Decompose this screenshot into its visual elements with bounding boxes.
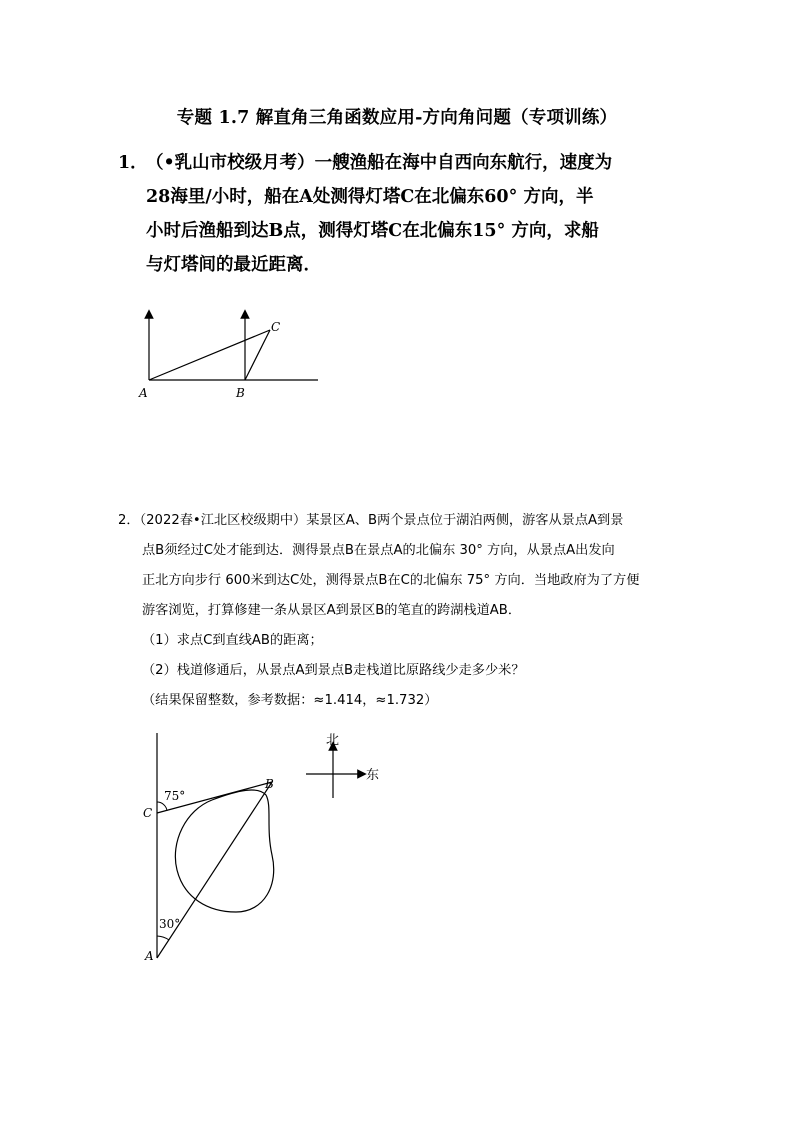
q1-line-4: 与灯塔间的最近距离． bbox=[146, 255, 321, 275]
q2-line-2: 点B须经过C处才能到达．测得景点B在景点A的北偏东 30° 方向，从景点A出发向 bbox=[142, 543, 615, 558]
label-b: B bbox=[236, 386, 245, 400]
q1-line-1: 1．（•乳山市校级月考）一艘渔船在海中自西向东航行，速度为 bbox=[118, 146, 678, 180]
lake-outline bbox=[175, 790, 273, 912]
angle-arc-c bbox=[157, 802, 167, 811]
q2-sub-2: （2）栈道修通后，从景点A到景点B走栈道比原路线少走多少米？ bbox=[142, 663, 525, 678]
compass-north-label: 北 bbox=[326, 733, 340, 748]
label-a: A bbox=[139, 386, 148, 400]
q2-note: （结果保留整数，参考数据：≈1.414，≈1.732） bbox=[142, 693, 438, 708]
compass-east-label: 东 bbox=[366, 768, 380, 783]
angle-c-label: 75° bbox=[164, 789, 186, 803]
q2-line-3: 正北方向步行 600米到达C处，测得景点B在C的北偏东 75° 方向．当地政府为了方便 bbox=[142, 573, 640, 588]
page-title: 专题 1.7 解直角三角函数应用-方向角问题（专项训练） bbox=[176, 108, 618, 128]
q2-line-4: 游客浏览，打算修建一条从景区A到景区B的笔直的跨湖栈道AB． bbox=[142, 603, 522, 618]
angle-a-label: 30° bbox=[159, 917, 181, 931]
label-c2: C bbox=[143, 806, 153, 820]
label-a2: A bbox=[145, 949, 154, 963]
angle-arc-a bbox=[157, 936, 169, 940]
label-c: C bbox=[271, 320, 281, 334]
q1-line-3: 小时后渔船到达B点，测得灯塔C在北偏东15° 方向，求船 bbox=[146, 221, 599, 241]
q1-number: 1． bbox=[118, 153, 148, 173]
q1-line-2: 28海里/小时，船在A处测得灯塔C在北偏东60° 方向，半 bbox=[146, 187, 594, 207]
q2-line-1: 2．（2022春•江北区校级期中）某景区A、B两个景点位于湖泊两侧，游客从景点A到景 bbox=[118, 513, 624, 528]
label-b2: B bbox=[265, 777, 274, 791]
q2-sub-1: （1）求点C到直线AB的距离； bbox=[142, 633, 323, 648]
